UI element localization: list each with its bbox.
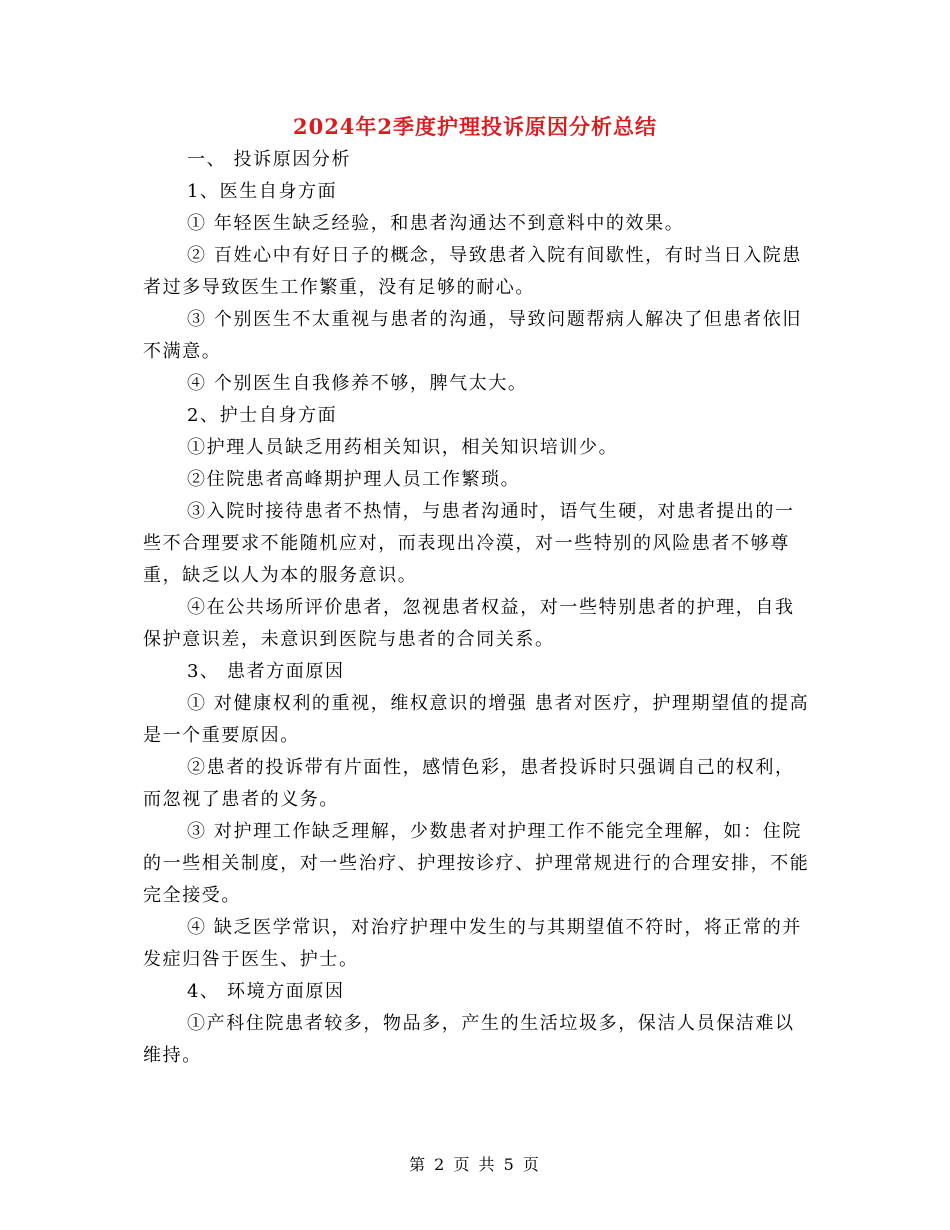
paragraph: ①护理人员缺乏用药相关知识，相关知识培训少。 (187, 437, 619, 458)
page-footer: 第 2 页 共 5 页 (409, 1155, 541, 1174)
subsection-heading: 2、护士自身方面 (187, 405, 338, 426)
paragraph: ③ 个别医生不太重视与患者的沟通，导致问题帮病人解决了但患者依旧不满意。 (143, 309, 802, 362)
paragraph: ② 百姓心中有好日子的概念，导致患者入院有间歇性，有时当日入院患者过多导致医生工作繁重，没有足够的耐心。 (143, 245, 802, 298)
paragraph: ④在公共场所评价患者，忽视患者权益，对一些特别患者的护理，自我保护意识差，未意识到医院与患者的合同关系。 (143, 597, 795, 650)
document-body (143, 144, 813, 1072)
paragraph: ① 年轻医生缺乏经验，和患者沟通达不到意料中的效果。 (187, 213, 685, 234)
paragraph: ③入院时接待患者不热情，与患者沟通时，语气生硬，对患者提出的一些不合理要求不能随机应对，而表现出冷漠，对一些特别的风险患者不够尊重，缺乏以人为本的服务意识。 (143, 501, 795, 586)
paragraph: ②患者的投诉带有片面性，感情色彩，患者投诉时只强调自己的权利，而忽视了患者的义务。 (143, 757, 795, 810)
paragraph: ③ 对护理工作缺乏理解，少数患者对护理工作不能完全理解，如：住院的一些相关制度，对一些治疗、护理按诊疗、护理常规进行的合理安排，不能完全接受。 (143, 821, 810, 906)
subsection-heading: 1、医生自身方面 (187, 181, 338, 202)
paragraph: ④ 个别医生自我修养不够，脾气太大。 (187, 373, 528, 394)
paragraph: ④ 缺乏医学常识，对治疗护理中发生的与其期望值不符时，将正常的并发症归咎于医生、护士。 (143, 917, 802, 970)
paragraph: ①产科住院患者较多，物品多，产生的生活垃圾多，保洁人员保洁难以维持。 (143, 1013, 795, 1066)
paragraph: ① 对健康权利的重视，维权意识的增强 患者对医疗，护理期望值的提高是一个重要原因。 (143, 693, 810, 746)
document-title: 2024年2季度护理投诉原因分析总结 (292, 114, 658, 139)
subsection-heading: 4、 环境方面原因 (187, 981, 345, 1002)
paragraph: ②住院患者高峰期护理人员工作繁琐。 (187, 469, 521, 490)
section-heading: 一、 投诉原因分析 (187, 149, 352, 170)
subsection-heading: 3、 患者方面原因 (187, 661, 345, 682)
